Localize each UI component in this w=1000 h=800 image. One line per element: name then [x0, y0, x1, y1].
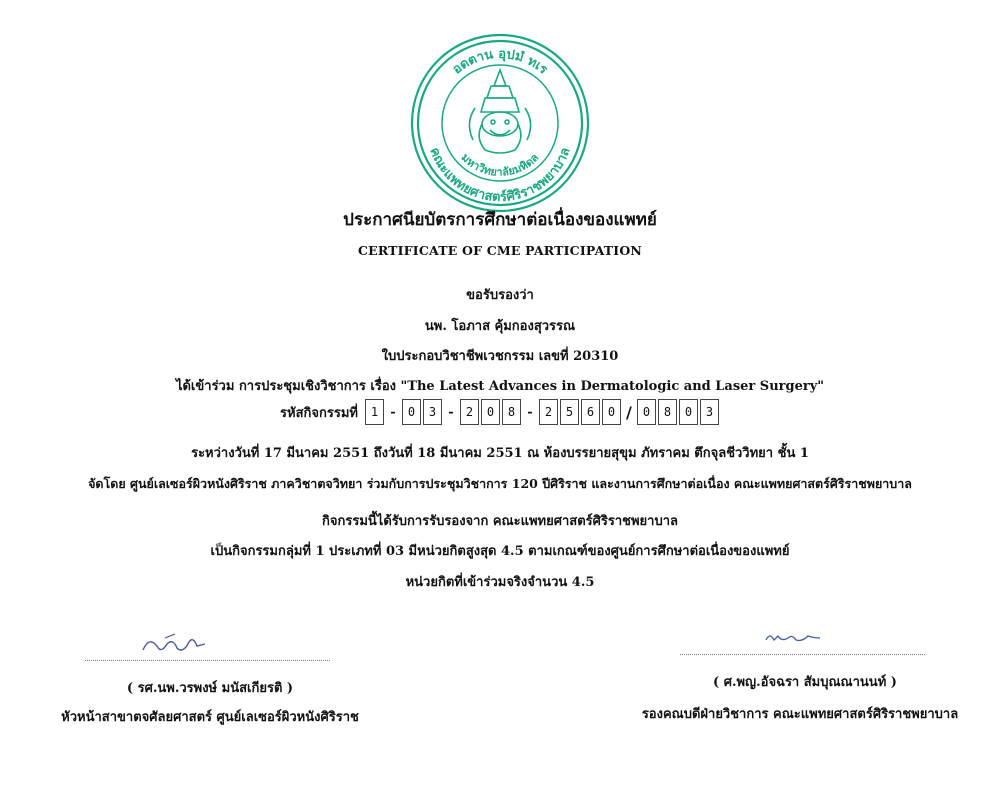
license-number: ใบประกอบวิชาชีพเวชกรรม เลขที่ 20310: [381, 349, 619, 364]
activity-code-boxes: [364, 399, 720, 425]
activity-category: เป็นกิจกรรมกลุ่มที่ 1 ประเภทที่ 03 มีหน่วยกิตสูงสุด 4.5 ตามเกณฑ์ของศูนย์การศึกษาต่อเนื่องของแพทย์: [210, 544, 790, 559]
activity-code-dash: -: [390, 404, 396, 420]
activity-code-digit: 2: [460, 399, 479, 425]
activity-code-row: [0, 399, 1000, 425]
svg-text:มหาวิทยาลัยมหิดล: มหาวิทยาลัยมหิดล: [458, 150, 542, 179]
event-attended: ได้เข้าร่วม การประชุมเชิงวิชาการ เรื่อง "The Latest Advances in Dermatologic and Laser Surgery": [175, 379, 825, 394]
activity-code-digit: 0: [602, 399, 621, 425]
activity-code-dash: -: [448, 404, 454, 420]
activity-code-digit: 2: [539, 399, 558, 425]
signature-line-right: [680, 654, 925, 655]
activity-code-digit: 0: [402, 399, 421, 425]
activity-code-slash: /: [626, 402, 632, 422]
activity-code-digit: 3: [423, 399, 442, 425]
activity-code-digit: 0: [637, 399, 656, 425]
activity-code-digit: 0: [481, 399, 500, 425]
recipient-name: นพ. โอภาส คุ้มกองสุวรรณ: [424, 319, 576, 334]
activity-code-digit: 8: [658, 399, 677, 425]
certificate-title-english: CERTIFICATE OF CME PARTICIPATION: [357, 243, 643, 258]
activity-code-dash: -: [527, 404, 533, 420]
organizer-text: จัดโดย ศูนย์เลเซอร์ผิวหนังศิริราช ภาควิชาตจวิทยา ร่วมกับการประชุมวิชาการ 120 ปีศิริราช และงานการศึกษาต่อเนื่อง คณะแพทยศาสตร์ศิริราชพยาบาล: [88, 476, 912, 491]
signature-line-left: [85, 660, 330, 661]
certify-text: ขอรับรองว่า: [466, 288, 534, 303]
signatory-left-name: ( รศ.นพ.วรพงษ์ มนัสเกียรติ ): [126, 681, 294, 696]
activity-code-label: รหัสกิจกรรมที่: [280, 405, 358, 421]
activity-code-digit: 6: [581, 399, 600, 425]
activity-code-digit: 1: [365, 399, 384, 425]
credits-earned: หน่วยกิตที่เข้าร่วมจริงจำนวน 4.5: [405, 575, 595, 590]
event-dates-venue: ระหว่างวันที่ 17 มีนาคม 2551 ถึงวันที่ 18 มีนาคม 2551 ณ ห้องบรรยายสุขุม ภัทราคม ตึกจุลชีววิทยา ชั้น 1: [191, 446, 809, 461]
svg-text:อดตาน อุปมํ ทเร: อดตาน อุปมํ ทเร: [449, 46, 551, 78]
signature-right: [760, 626, 830, 652]
svg-text:คณะแพทยศาสตร์ศิริราชพยาบาล: คณะแพทยศาสตร์ศิริราชพยาบาล: [426, 145, 574, 206]
activity-code-digit: 8: [502, 399, 521, 425]
signatory-right-position: รองคณบดีฝ่ายวิชาการ คณะแพทยศาสตร์ศิริราชพยาบาล: [641, 707, 959, 722]
signatory-left-position: หัวหน้าสาขาตจศัลยศาสตร์ ศูนย์เลเซอร์ผิวหนังศิริราช: [61, 710, 359, 725]
activity-code-digit: 0: [679, 399, 698, 425]
accreditation-text: กิจกรรมนี้ได้รับการรับรองจาก คณะแพทยศาสตร์ศิริราชพยาบาล: [322, 514, 678, 529]
signatory-right-name: ( ศ.พญ.อัจฉรา สัมบุณณานนท์ ): [713, 675, 897, 690]
faculty-seal-logo: [405, 28, 595, 218]
activity-code-digit: 3: [700, 399, 719, 425]
activity-code-digit: 5: [560, 399, 579, 425]
signature-left: [135, 632, 215, 662]
certificate-title-thai: ประกาศนียบัตรการศึกษาต่อเนื่องของแพทย์: [343, 210, 657, 230]
